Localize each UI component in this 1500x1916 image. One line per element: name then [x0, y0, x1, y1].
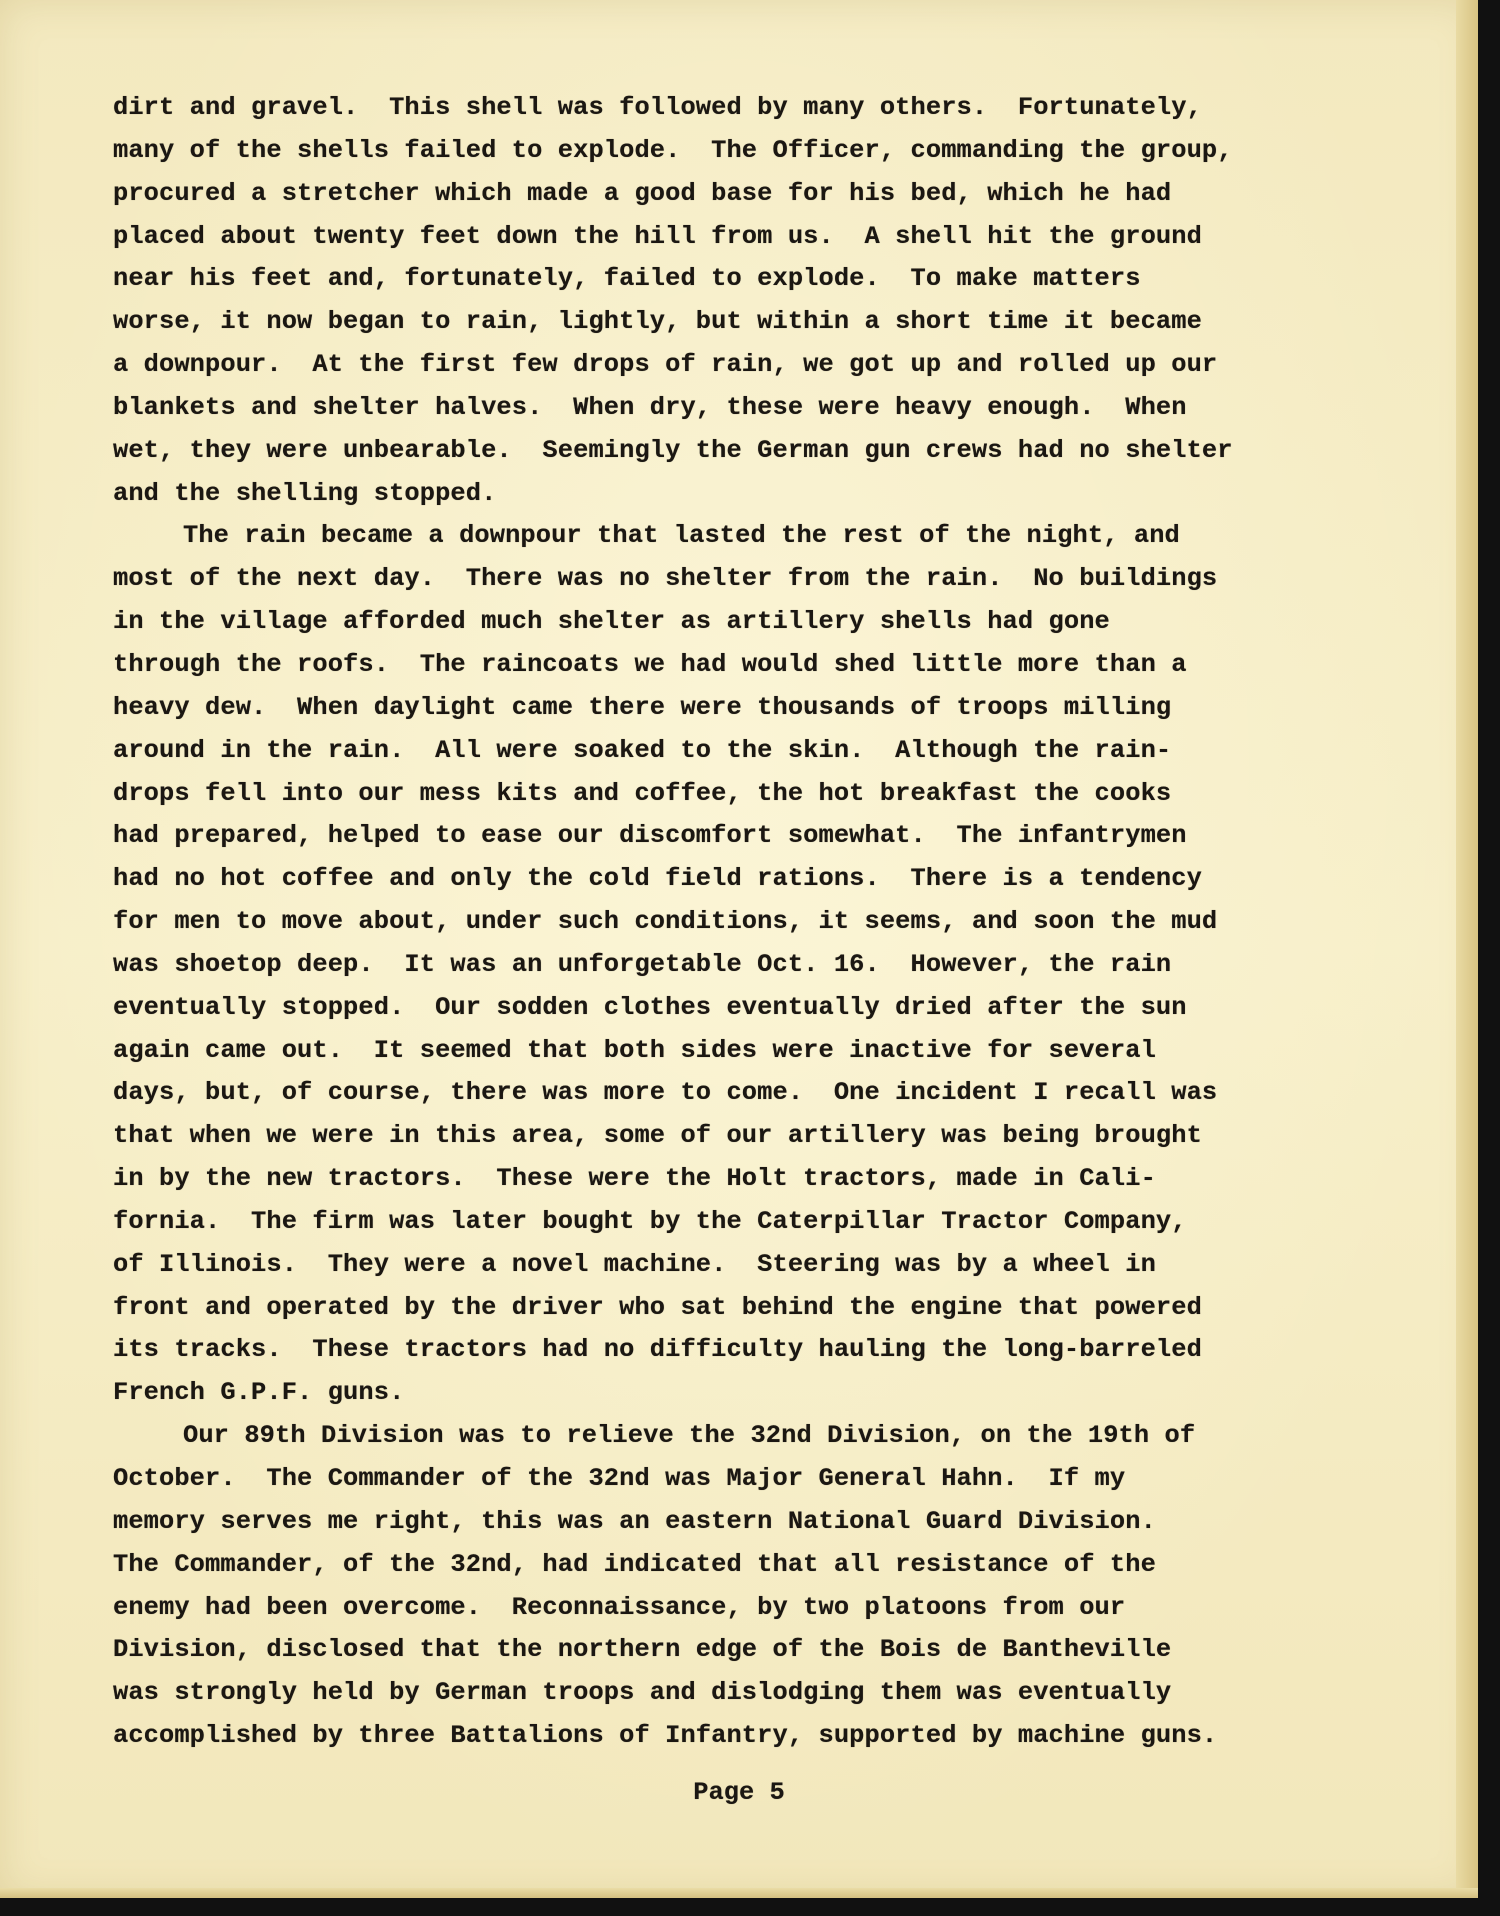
text-line: had prepared, helped to ease our discomfort somewhat. The infantrymen: [113, 821, 1187, 851]
text-line: worse, it now began to rain, lightly, but within a short time it became: [113, 307, 1202, 337]
body-text: [113, 87, 1433, 1758]
text-line: through the roofs. The raincoats we had would shed little more than a: [113, 649, 1187, 679]
text-line: was strongly held by German troops and dislodging them was eventually: [113, 1678, 1172, 1708]
text-line: placed about twenty feet down the hill from us. A shell hit the ground: [113, 221, 1202, 251]
text-line: dirt and gravel. This shell was followed by many others. Fortunately,: [113, 93, 1202, 122]
text-line: that when we were in this area, some of our artillery was being brought: [113, 1121, 1202, 1151]
text-line: in by the new tractors. These were the Holt tractors, made in Cali-: [113, 1164, 1156, 1194]
text-line: memory serves me right, this was an eastern National Guard Division.: [113, 1506, 1156, 1536]
text-line: again came out. It seemed that both sides were inactive for several: [113, 1035, 1156, 1065]
text-line: drops fell into our mess kits and coffee, the hot breakfast the cooks: [113, 778, 1172, 808]
text-line: The Commander, of the 32nd, had indicated that all resistance of the: [113, 1549, 1156, 1579]
text-line: front and operated by the driver who sat behind the engine that powered: [113, 1292, 1202, 1322]
text-line: accomplished by three Battalions of Infantry, supported by machine guns.: [113, 1721, 1218, 1751]
text-line: had no hot coffee and only the cold field rations. There is a tendency: [113, 864, 1202, 894]
page-bottom-edge: [0, 1888, 1478, 1898]
paragraph-start-line: Our 89th Division was to relieve the 32nd Division, on the 19th of: [183, 1421, 1196, 1451]
text-line: enemy had been overcome. Reconnaissance, by two platoons from our: [113, 1592, 1126, 1622]
text-line: around in the rain. All were soaked to the skin. Although the rain-: [113, 735, 1172, 765]
text-line: of Illinois. They were a novel machine. Steering was by a wheel in: [113, 1249, 1156, 1279]
text-line: procured a stretcher which made a good base for his bed, which he had: [113, 178, 1172, 208]
text-line: its tracks. These tractors had no difficulty hauling the long-barreled: [113, 1335, 1202, 1365]
text-line: was shoetop deep. It was an unforgetable Oct. 16. However, the rain: [113, 949, 1172, 979]
text-line: eventually stopped. Our sodden clothes eventually dried after the sun: [113, 992, 1187, 1022]
page-number: Page 5: [693, 1778, 785, 1807]
text-line: a downpour. At the first few drops of rain, we got up and rolled up our: [113, 350, 1218, 380]
text-line: most of the next day. There was no shelter from the rain. No buildings: [113, 564, 1218, 594]
text-line: blankets and shelter halves. When dry, these were heavy enough. When: [113, 392, 1187, 422]
text-line: for men to move about, under such conditions, it seems, and soon the mud: [113, 907, 1218, 937]
text-line: many of the shells failed to explode. The Officer, commanding the group,: [113, 135, 1233, 165]
text-line: French G.P.F. guns.: [113, 1378, 405, 1408]
text-line: wet, they were unbearable. Seemingly the German gun crews had no shelter: [113, 435, 1233, 465]
text-line: fornia. The firm was later bought by the Caterpillar Tractor Company,: [113, 1206, 1187, 1236]
text-line: in the village afforded much shelter as artillery shells had gone: [113, 607, 1110, 637]
text-line: October. The Commander of the 32nd was Major General Hahn. If my: [113, 1464, 1126, 1493]
text-line: heavy dew. When daylight came there were thousands of troops milling: [113, 692, 1172, 722]
text-line: and the shelling stopped.: [113, 478, 497, 508]
paragraph-start-line: The rain became a downpour that lasted the rest of the night, and: [183, 521, 1180, 551]
text-line: Division, disclosed that the northern edge of the Bois de Bantheville: [113, 1635, 1172, 1665]
text-line: near his feet and, fortunately, failed to explode. To make matters: [113, 264, 1141, 294]
text-line: days, but, of course, there was more to come. One incident I recall was: [113, 1078, 1218, 1108]
page-right-edge: [1456, 0, 1478, 1898]
